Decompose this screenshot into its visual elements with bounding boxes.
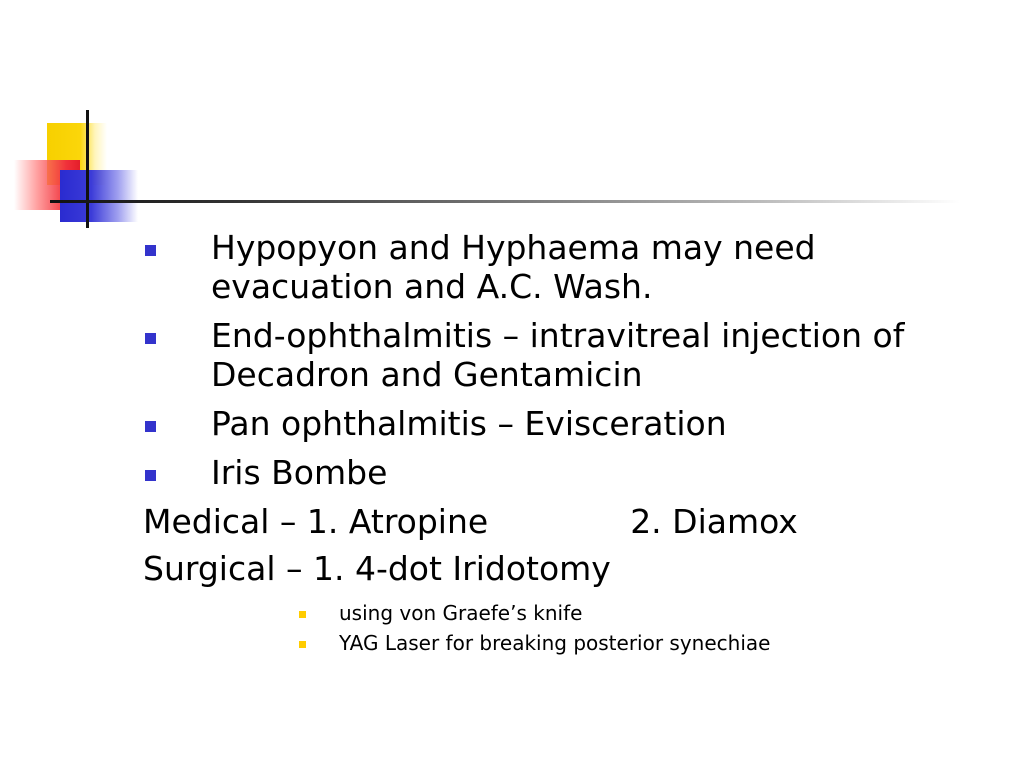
sub-bullet-list — [143, 598, 983, 658]
slide-body — [143, 228, 983, 658]
small-square-bullet-icon — [299, 641, 306, 648]
vertical-rule — [86, 110, 89, 228]
square-bullet-icon — [145, 245, 156, 256]
bullet-text-line: Hypopyon and Hyphaema may need — [211, 228, 816, 267]
sub-bullet-item — [143, 598, 983, 628]
square-bullet-icon — [145, 470, 156, 481]
bullet-text-line: evacuation and A.C. Wash. — [211, 267, 653, 306]
medical-item-2: 2. Diamox — [630, 502, 798, 541]
medical-label: Medical – 1. Atropine — [143, 502, 489, 541]
square-bullet-icon — [145, 421, 156, 432]
horizontal-rule — [50, 200, 960, 203]
bullet-item-endophthalmitis — [143, 316, 983, 394]
bullet-list — [143, 228, 983, 492]
square-bullet-icon — [145, 333, 156, 344]
surgical-label: Surgical – 1. 4-dot Iridotomy — [143, 549, 611, 588]
bullet-item-panophthalmitis — [143, 404, 983, 443]
title-decoration — [0, 0, 1024, 240]
bullet-text-line: Pan ophthalmitis – Evisceration — [211, 404, 727, 443]
sub-bullet-item — [143, 628, 983, 658]
sub-bullet-text: using von Graefe’s knife — [339, 601, 583, 625]
bullet-item-hypopyon — [143, 228, 983, 306]
bullet-text-line: End-ophthalmitis – intravitreal injection of — [211, 316, 905, 355]
small-square-bullet-icon — [299, 611, 306, 618]
bullet-text-line: Iris Bombe — [211, 453, 388, 492]
surgical-line — [143, 549, 983, 588]
sub-bullet-text: YAG Laser for breaking posterior synechiae — [339, 631, 771, 655]
medical-line — [143, 502, 983, 541]
bullet-item-iris-bombe — [143, 453, 983, 492]
blue-square-shape — [60, 170, 138, 222]
bullet-text-line: Decadron and Gentamicin — [211, 355, 643, 394]
